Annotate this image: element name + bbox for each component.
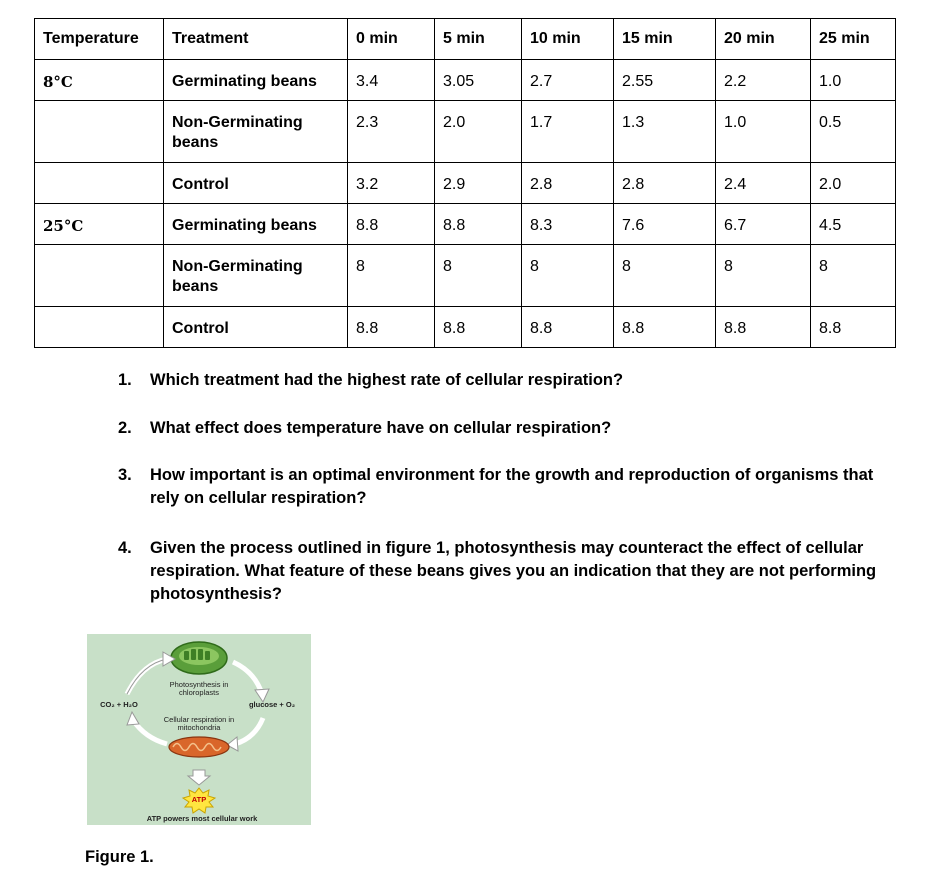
value-cell: 1.3 <box>614 101 716 163</box>
value-cell: 7.6 <box>614 204 716 245</box>
value-cell: 2.8 <box>522 163 614 204</box>
table-row <box>35 101 896 163</box>
value-cell: 8.8 <box>435 204 522 245</box>
value-cell: 2.3 <box>348 101 435 163</box>
value-cell: 4.5 <box>811 204 896 245</box>
value-cell: 8.8 <box>811 307 896 348</box>
temperature-cell <box>35 101 164 163</box>
table-row <box>35 245 896 307</box>
question-item <box>118 369 888 392</box>
question-number: 2. <box>118 419 132 437</box>
arrow-to-glucose <box>233 662 262 694</box>
value-cell: 1.0 <box>811 60 896 101</box>
value-cell: 8.8 <box>435 307 522 348</box>
value-cell: 8.8 <box>348 204 435 245</box>
question-number: 1. <box>118 371 132 389</box>
column-header: 10 min <box>522 19 614 60</box>
column-header: Treatment <box>164 19 348 60</box>
temperature-cell: 8°C <box>35 60 164 101</box>
value-cell: 2.0 <box>435 101 522 163</box>
temperature-cell: 25°C <box>35 204 164 245</box>
table-header-row <box>35 19 896 60</box>
question-item <box>118 537 888 606</box>
value-cell: 2.55 <box>614 60 716 101</box>
value-cell: 8 <box>614 245 716 307</box>
temperature-cell <box>35 163 164 204</box>
column-header: 15 min <box>614 19 716 60</box>
value-cell: 2.4 <box>716 163 811 204</box>
value-cell: 2.8 <box>614 163 716 204</box>
photosynthesis-label: Photosynthesis in chloroplasts <box>169 680 229 697</box>
value-cell: 3.05 <box>435 60 522 101</box>
arrow-to-chloroplast <box>127 659 167 694</box>
table-row <box>35 307 896 348</box>
value-cell: 8 <box>435 245 522 307</box>
value-cell: 8.8 <box>614 307 716 348</box>
figure-1-diagram <box>87 634 311 825</box>
question-text: Which treatment had the highest rate of cellular respiration? <box>150 371 624 389</box>
respiration-data-table <box>34 18 896 348</box>
value-cell: 8.8 <box>716 307 811 348</box>
mitochondrion-icon <box>169 737 229 757</box>
atp-label: ATP <box>191 795 207 804</box>
value-cell: 2.9 <box>435 163 522 204</box>
value-cell: 2.7 <box>522 60 614 101</box>
question-number: 4. <box>118 539 132 557</box>
value-cell: 6.7 <box>716 204 811 245</box>
treatment-cell: Non-Germinating beans <box>164 245 348 307</box>
value-cell: 8 <box>716 245 811 307</box>
treatment-cell: Control <box>164 163 348 204</box>
column-header: 5 min <box>435 19 522 60</box>
value-cell: 2.2 <box>716 60 811 101</box>
question-text: How important is an optimal environment for the growth and reproduction of organisms that rely on cellular respiration? <box>150 466 874 507</box>
value-cell: 1.7 <box>522 101 614 163</box>
question-text: What effect does temperature have on cellular respiration? <box>150 419 612 437</box>
value-cell: 8 <box>348 245 435 307</box>
value-cell: 3.4 <box>348 60 435 101</box>
value-cell: 1.0 <box>716 101 811 163</box>
column-header: Temperature <box>35 19 164 60</box>
value-cell: 8.3 <box>522 204 614 245</box>
table-row <box>35 204 896 245</box>
question-item <box>118 464 888 510</box>
question-text: Given the process outlined in figure 1, photosynthesis may counteract the effect of cellular respiration. What feature of these beans gives you an indication that they are not performing photosynthesis? <box>150 539 877 603</box>
value-cell: 8.8 <box>348 307 435 348</box>
question-item <box>118 417 888 440</box>
figure-caption: Figure 1. <box>85 848 154 866</box>
value-cell: 0.5 <box>811 101 896 163</box>
column-header: 20 min <box>716 19 811 60</box>
value-cell: 3.2 <box>348 163 435 204</box>
column-header: 25 min <box>811 19 896 60</box>
glucose-oxygen-label: glucose + O₂ <box>248 700 296 709</box>
value-cell: 2.0 <box>811 163 896 204</box>
column-header: 0 min <box>348 19 435 60</box>
treatment-cell: Germinating beans <box>164 204 348 245</box>
value-cell: 8 <box>811 245 896 307</box>
treatment-cell: Control <box>164 307 348 348</box>
temperature-cell <box>35 245 164 307</box>
treatment-cell: Non-Germinating beans <box>164 101 348 163</box>
co2-water-label: CO₂ + H₂O <box>100 700 138 709</box>
respiration-label: Cellular respiration in mitochondria <box>163 715 235 732</box>
value-cell: 8 <box>522 245 614 307</box>
value-cell: 8.8 <box>522 307 614 348</box>
table-row <box>35 163 896 204</box>
question-number: 3. <box>118 466 132 484</box>
temperature-cell <box>35 307 164 348</box>
treatment-cell: Germinating beans <box>164 60 348 101</box>
down-arrow-icon <box>188 770 210 785</box>
table-row <box>35 60 896 101</box>
atp-work-label: ATP powers most cellular work <box>146 814 258 823</box>
